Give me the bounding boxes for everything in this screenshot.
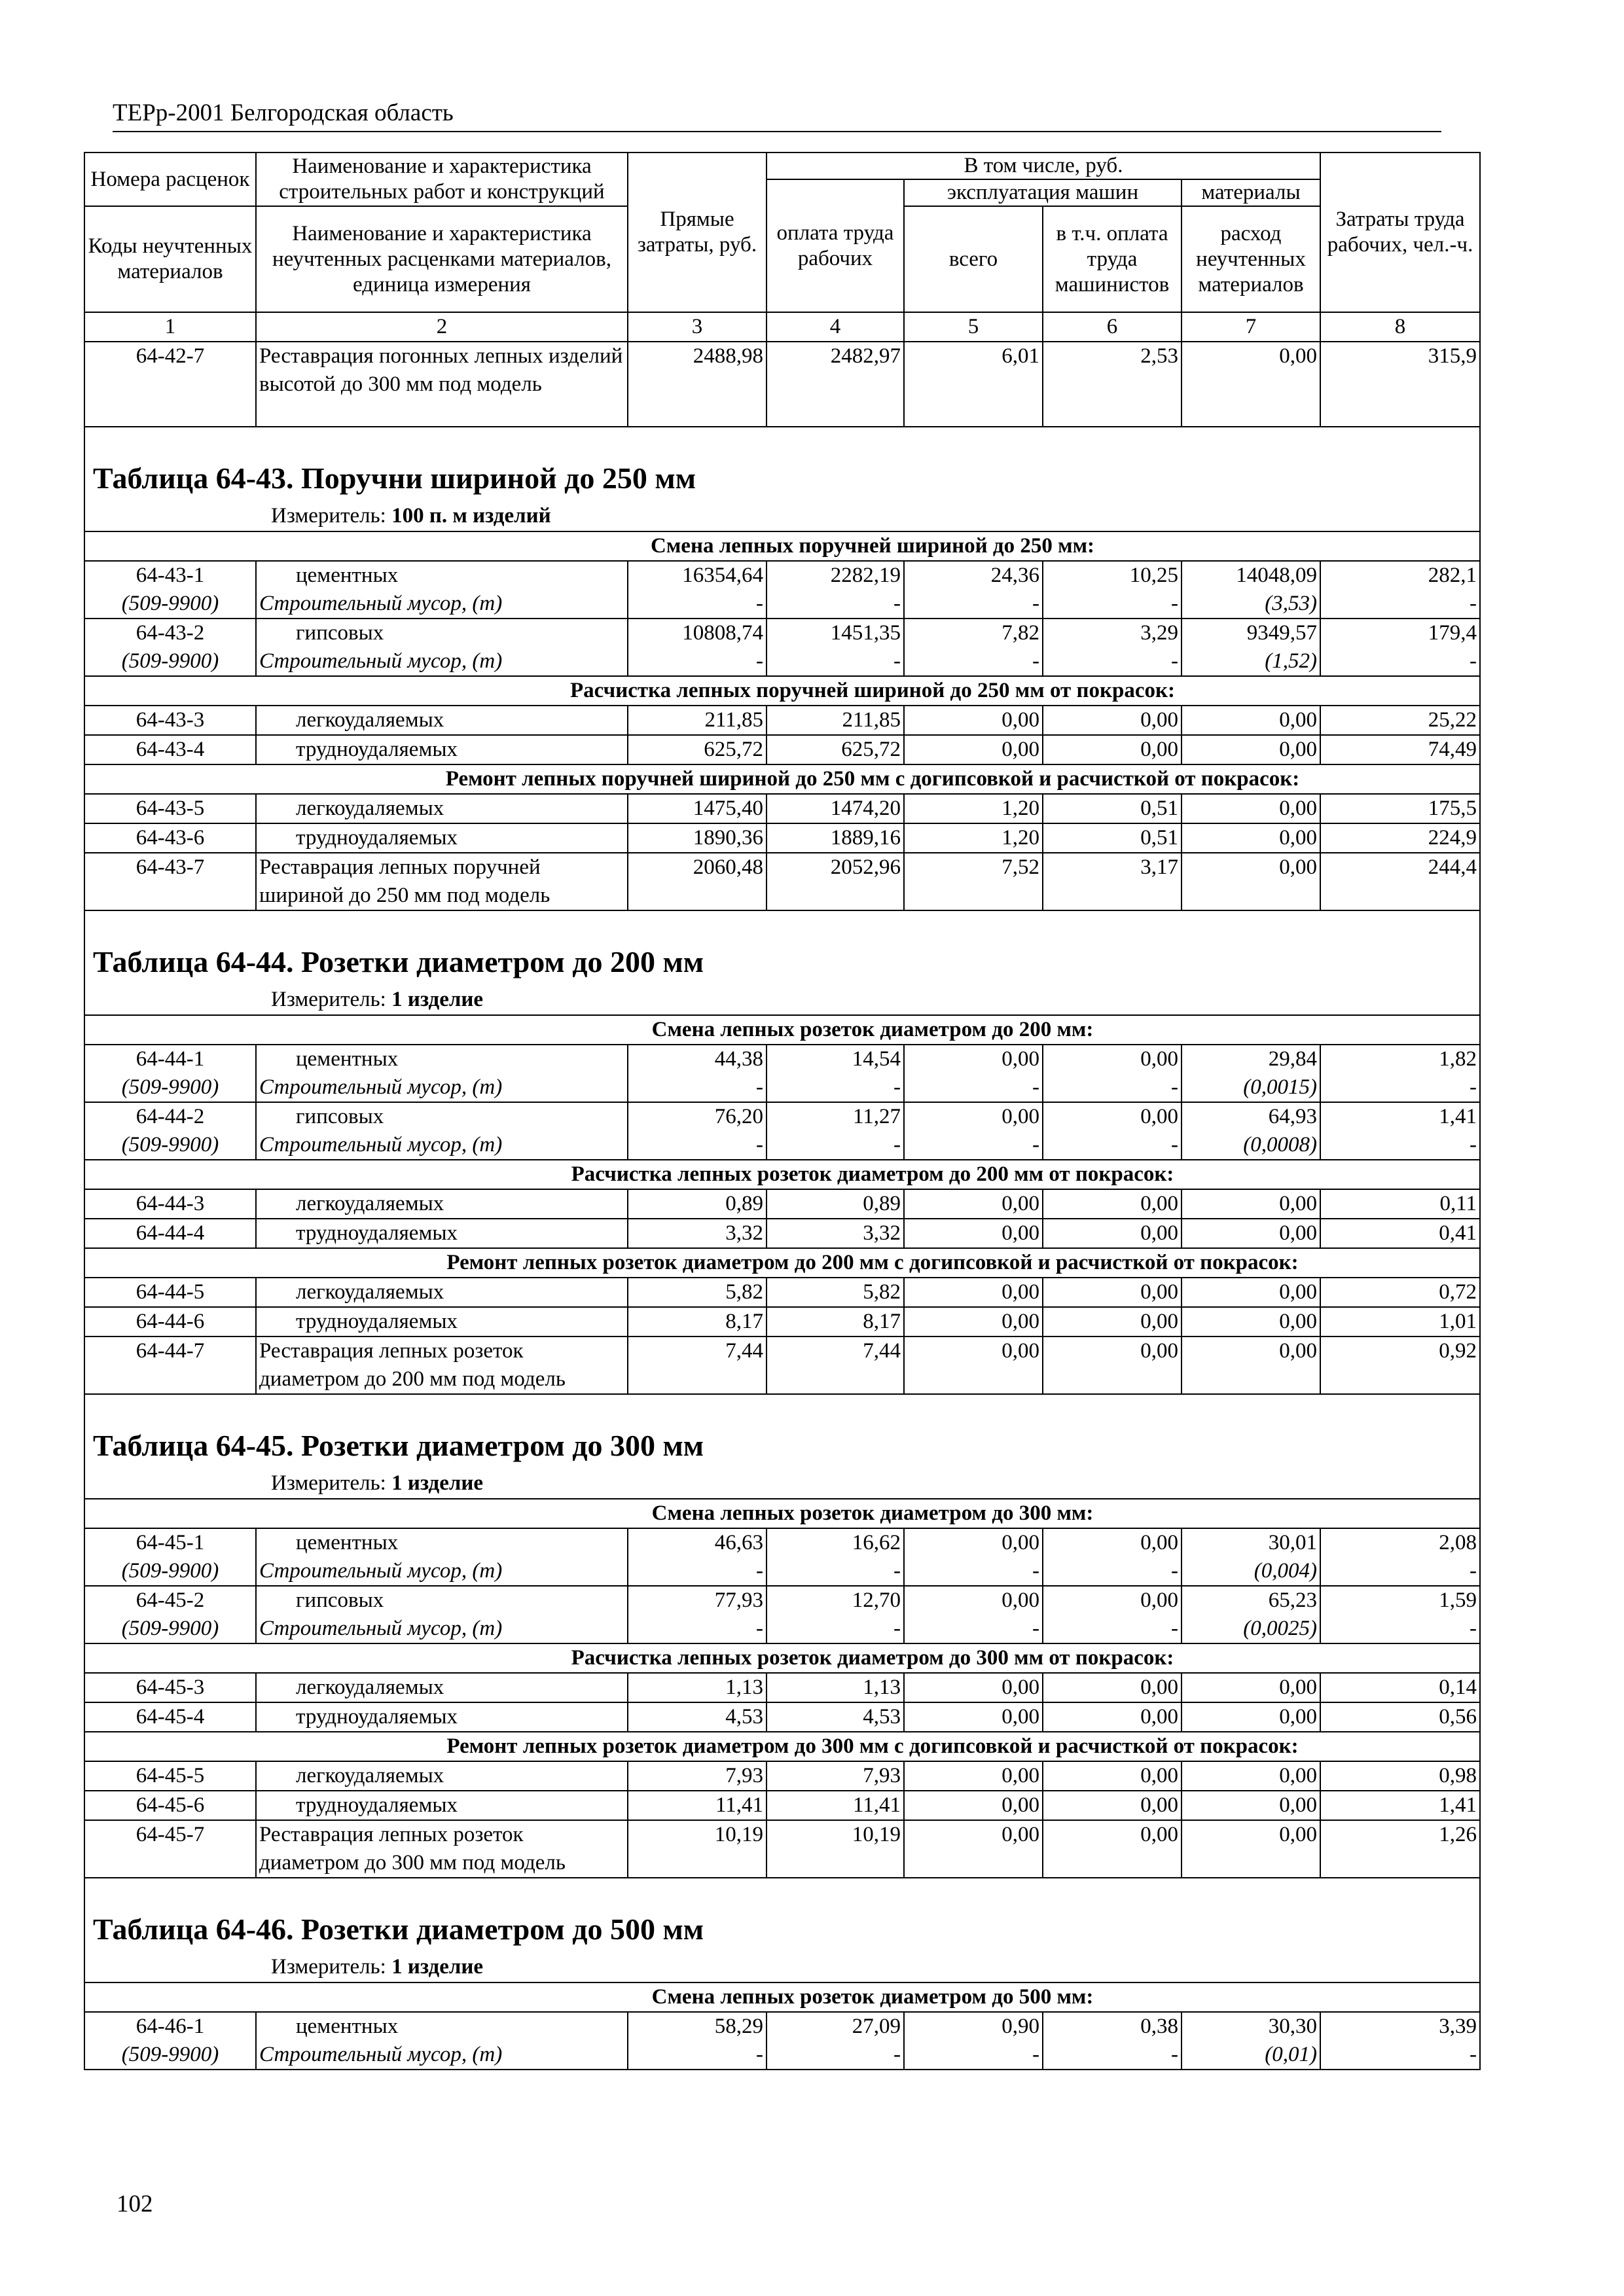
materials-value: 65,23 bbox=[1182, 1586, 1320, 1615]
machines-total: 0,00 bbox=[904, 1307, 1043, 1336]
materials-value: 0,00 bbox=[1182, 1820, 1320, 1878]
direct-cost: 7,44 bbox=[628, 1336, 767, 1394]
materials-value: 0,00 bbox=[1182, 1278, 1320, 1307]
machines-total: 0,00 bbox=[904, 1528, 1043, 1557]
labor-pay: - bbox=[767, 1073, 904, 1102]
materials-value: 0,00 bbox=[1182, 735, 1320, 764]
machinists-pay: 0,00 bbox=[1043, 1791, 1182, 1820]
labor-hours: 3,39 bbox=[1320, 2012, 1480, 2041]
rate-name: цементных bbox=[256, 561, 628, 590]
direct-cost: 11,41 bbox=[628, 1791, 767, 1820]
materials-value: (0,004) bbox=[1182, 1557, 1320, 1586]
table-64-43 bbox=[84, 427, 1480, 910]
machinists-pay: - bbox=[1043, 1073, 1182, 1102]
labor-pay: 1474,20 bbox=[767, 794, 904, 823]
machinists-pay: 0,51 bbox=[1043, 823, 1182, 853]
labor-hours: 244,4 bbox=[1320, 853, 1480, 910]
table-row bbox=[84, 342, 1480, 427]
machines-total: 0,00 bbox=[904, 1673, 1043, 1702]
materials-value: (0,0015) bbox=[1182, 1073, 1320, 1102]
machinists-pay: - bbox=[1043, 1615, 1182, 1643]
direct-cost: 16354,64 bbox=[628, 561, 767, 590]
rate-code: 64-44-5 bbox=[84, 1278, 256, 1307]
materials-value: (0,01) bbox=[1182, 2041, 1320, 2070]
labor-hours: - bbox=[1320, 590, 1480, 619]
labor-pay: 16,62 bbox=[767, 1528, 904, 1557]
labor-pay: 11,27 bbox=[767, 1102, 904, 1131]
labor-pay: 11,41 bbox=[767, 1791, 904, 1820]
direct-cost: 7,93 bbox=[628, 1761, 767, 1791]
labor-pay: 12,70 bbox=[767, 1586, 904, 1615]
rate-code: 64-44-1 bbox=[84, 1045, 256, 1073]
rate-code: 64-44-3 bbox=[84, 1189, 256, 1219]
column-numbers-row bbox=[84, 312, 1480, 342]
labor-pay: 1451,35 bbox=[767, 619, 904, 647]
material-code: (509-9900) bbox=[84, 1131, 256, 1160]
rate-name: Реставрация лепных поручней шириной до 250 мм под модель bbox=[256, 853, 628, 910]
machinists-pay: 0,00 bbox=[1043, 1278, 1182, 1307]
machines-total: - bbox=[904, 647, 1043, 676]
materials-value: 0,00 bbox=[1182, 1673, 1320, 1702]
machinists-pay: 0,00 bbox=[1043, 706, 1182, 735]
labor-pay: - bbox=[767, 1131, 904, 1160]
section-heading: Смена лепных поручней шириной до 250 мм: bbox=[84, 531, 1480, 561]
rate-name: гипсовых bbox=[256, 1586, 628, 1615]
rate-code: 64-44-7 bbox=[84, 1336, 256, 1394]
measure-line bbox=[84, 1952, 1480, 1982]
machinists-pay: 0,00 bbox=[1043, 1820, 1182, 1878]
labor-hours: - bbox=[1320, 1557, 1480, 1586]
labor-pay: 5,82 bbox=[767, 1278, 904, 1307]
rate-code: 64-45-3 bbox=[84, 1673, 256, 1702]
col3-header: Прямые затраты, руб. bbox=[628, 152, 767, 312]
direct-cost: - bbox=[628, 590, 767, 619]
material-code: (509-9900) bbox=[84, 1073, 256, 1102]
rate-code: 64-44-4 bbox=[84, 1219, 256, 1248]
labor-hours: 1,41 bbox=[1320, 1791, 1480, 1820]
materials-value: 0,00 bbox=[1182, 853, 1320, 910]
direct-cost: 2488,98 bbox=[628, 342, 767, 427]
direct-cost: 3,32 bbox=[628, 1219, 767, 1248]
labor-pay: - bbox=[767, 590, 904, 619]
table-title: Таблица 64-44. Розетки диаметром до 200 мм bbox=[84, 910, 1480, 984]
section-heading: Ремонт лепных поручней шириной до 250 мм с догипсовкой и расчисткой от покрасок: bbox=[84, 764, 1480, 794]
section-heading: Расчистка лепных розеток диаметром до 200 мм от покрасок: bbox=[84, 1160, 1480, 1189]
labor-pay: - bbox=[767, 1615, 904, 1643]
materials-value: 0,00 bbox=[1182, 1791, 1320, 1820]
machinists-pay: 0,00 bbox=[1043, 1102, 1182, 1131]
machines-total: 24,36 bbox=[904, 561, 1043, 590]
machines-total: 1,20 bbox=[904, 794, 1043, 823]
labor-hours: - bbox=[1320, 1131, 1480, 1160]
labor-hours: 0,98 bbox=[1320, 1761, 1480, 1791]
material-code: (509-9900) bbox=[84, 1615, 256, 1643]
table-title: Таблица 64-43. Поручни шириной до 250 мм bbox=[84, 427, 1480, 501]
labor-hours: 1,59 bbox=[1320, 1586, 1480, 1615]
rate-name: трудноудаляемых bbox=[256, 1307, 628, 1336]
machines-total: - bbox=[904, 2041, 1043, 2070]
labor-hours: 0,14 bbox=[1320, 1673, 1480, 1702]
section-heading: Смена лепных розеток диаметром до 300 мм: bbox=[84, 1499, 1480, 1528]
labor-pay: 8,17 bbox=[767, 1307, 904, 1336]
table-64-45 bbox=[84, 1394, 1480, 1878]
labor-hours: - bbox=[1320, 2041, 1480, 2070]
machinists-pay: 0,00 bbox=[1043, 1189, 1182, 1219]
material-name: Строительный мусор, (т) bbox=[256, 590, 628, 619]
direct-cost: 1890,36 bbox=[628, 823, 767, 853]
material-name: Строительный мусор, (т) bbox=[256, 647, 628, 676]
machines-total: 0,00 bbox=[904, 1336, 1043, 1394]
direct-cost: 46,63 bbox=[628, 1528, 767, 1557]
rate-name: легкоудаляемых bbox=[256, 706, 628, 735]
machines-total: 0,00 bbox=[904, 1219, 1043, 1248]
machines-total: 0,00 bbox=[904, 1189, 1043, 1219]
col-number: 3 bbox=[628, 312, 767, 342]
machinists-pay: 0,00 bbox=[1043, 735, 1182, 764]
labor-pay: 0,89 bbox=[767, 1189, 904, 1219]
machines-total: 0,00 bbox=[904, 706, 1043, 735]
col8-header: Затраты труда рабочих, чел.-ч. bbox=[1320, 152, 1480, 312]
machines-total: - bbox=[904, 1073, 1043, 1102]
labor-pay: 211,85 bbox=[767, 706, 904, 735]
materials-value: 0,00 bbox=[1182, 1219, 1320, 1248]
materials-value: 0,00 bbox=[1182, 794, 1320, 823]
machinists-pay: 0,00 bbox=[1043, 1045, 1182, 1073]
section-heading: Смена лепных розеток диаметром до 500 мм: bbox=[84, 1982, 1480, 2012]
machinists-pay: 3,17 bbox=[1043, 853, 1182, 910]
rates-table bbox=[84, 152, 1481, 2070]
materials-value: 0,00 bbox=[1182, 706, 1320, 735]
labor-pay: 1889,16 bbox=[767, 823, 904, 853]
rate-code: 64-45-2 bbox=[84, 1586, 256, 1615]
direct-cost: 44,38 bbox=[628, 1045, 767, 1073]
labor-hours: - bbox=[1320, 647, 1480, 676]
labor-pay: 27,09 bbox=[767, 2012, 904, 2041]
labor-pay: - bbox=[767, 647, 904, 676]
rate-name: цементных bbox=[256, 2012, 628, 2041]
direct-cost: 1475,40 bbox=[628, 794, 767, 823]
col1-bottom-header: Коды неучтенных материалов bbox=[84, 206, 256, 312]
labor-pay: - bbox=[767, 1557, 904, 1586]
material-code: (509-9900) bbox=[84, 1557, 256, 1586]
materials-value: 0,00 bbox=[1182, 1189, 1320, 1219]
labor-hours: 0,72 bbox=[1320, 1278, 1480, 1307]
machines-total: 0,00 bbox=[904, 1791, 1043, 1820]
including-header: В том числе, руб. bbox=[767, 152, 1320, 179]
materials-value: 0,00 bbox=[1182, 1761, 1320, 1791]
machines-total: 0,00 bbox=[904, 1761, 1043, 1791]
section-heading: Ремонт лепных розеток диаметром до 200 мм с догипсовкой и расчисткой от покрасок: bbox=[84, 1248, 1480, 1278]
col-number: 8 bbox=[1320, 312, 1480, 342]
col-number: 6 bbox=[1043, 312, 1182, 342]
machinists-pay: 0,00 bbox=[1043, 1761, 1182, 1791]
materials-value: 30,01 bbox=[1182, 1528, 1320, 1557]
measure-label: Измеритель: bbox=[271, 1955, 386, 1979]
measure-line bbox=[84, 984, 1480, 1015]
direct-cost: 2060,48 bbox=[628, 853, 767, 910]
machinists-pay: 10,25 bbox=[1043, 561, 1182, 590]
machines-total: 1,20 bbox=[904, 823, 1043, 853]
section-heading: Ремонт лепных розеток диаметром до 300 мм с догипсовкой и расчисткой от покрасок: bbox=[84, 1732, 1480, 1761]
materials-value: 64,93 bbox=[1182, 1102, 1320, 1131]
measure-line bbox=[84, 1468, 1480, 1499]
material-name: Строительный мусор, (т) bbox=[256, 1131, 628, 1160]
machines-total: 7,82 bbox=[904, 619, 1043, 647]
rate-code: 64-43-4 bbox=[84, 735, 256, 764]
machines-total: 7,52 bbox=[904, 853, 1043, 910]
direct-cost: 58,29 bbox=[628, 2012, 767, 2041]
measure-label: Измеритель: bbox=[271, 504, 386, 528]
machines-total: 0,00 bbox=[904, 1820, 1043, 1878]
labor-pay: 4,53 bbox=[767, 1702, 904, 1732]
machinists-pay: 0,00 bbox=[1043, 1673, 1182, 1702]
rate-code: 64-43-6 bbox=[84, 823, 256, 853]
col4-header: оплата труда рабочих bbox=[767, 179, 904, 312]
rate-name: трудноудаляемых bbox=[256, 1702, 628, 1732]
labor-pay: 7,93 bbox=[767, 1761, 904, 1791]
material-name: Строительный мусор, (т) bbox=[256, 2041, 628, 2070]
measure-line bbox=[84, 501, 1480, 531]
col7-header: расход неучтенных материалов bbox=[1182, 206, 1320, 312]
labor-hours: 1,26 bbox=[1320, 1820, 1480, 1878]
machinists-pay: 0,00 bbox=[1043, 1528, 1182, 1557]
direct-cost: - bbox=[628, 1073, 767, 1102]
col5-header: всего bbox=[904, 206, 1043, 312]
material-code: (509-9900) bbox=[84, 647, 256, 676]
labor-hours: 315,9 bbox=[1320, 342, 1480, 427]
rate-name: легкоудаляемых bbox=[256, 1673, 628, 1702]
machinists-pay: 0,00 bbox=[1043, 1336, 1182, 1394]
labor-hours: 74,49 bbox=[1320, 735, 1480, 764]
rate-code: 64-44-2 bbox=[84, 1102, 256, 1131]
rate-name: легкоудаляемых bbox=[256, 1761, 628, 1791]
section-heading: Расчистка лепных розеток диаметром до 300 мм от покрасок: bbox=[84, 1643, 1480, 1673]
col-number: 4 bbox=[767, 312, 904, 342]
materials-value: 9349,57 bbox=[1182, 619, 1320, 647]
page-number: 102 bbox=[117, 2191, 153, 2217]
rate-code: 64-43-5 bbox=[84, 794, 256, 823]
direct-cost: - bbox=[628, 1131, 767, 1160]
labor-hours: 1,41 bbox=[1320, 1102, 1480, 1131]
materials-value: 0,00 bbox=[1182, 342, 1320, 427]
col-number: 7 bbox=[1182, 312, 1320, 342]
machines-total: 0,00 bbox=[904, 1702, 1043, 1732]
rate-name: цементных bbox=[256, 1045, 628, 1073]
rate-code: 64-45-5 bbox=[84, 1761, 256, 1791]
materials-value: (3,53) bbox=[1182, 590, 1320, 619]
labor-hours: 175,5 bbox=[1320, 794, 1480, 823]
labor-hours: 1,82 bbox=[1320, 1045, 1480, 1073]
rate-name: гипсовых bbox=[256, 619, 628, 647]
machines-header: эксплуатация машин bbox=[904, 179, 1182, 206]
machinists-pay: 3,29 bbox=[1043, 619, 1182, 647]
materials-value: 0,00 bbox=[1182, 823, 1320, 853]
machinists-pay: - bbox=[1043, 1131, 1182, 1160]
direct-cost: - bbox=[628, 647, 767, 676]
labor-hours: 179,4 bbox=[1320, 619, 1480, 647]
materials-value: (0,0008) bbox=[1182, 1131, 1320, 1160]
labor-hours: 0,92 bbox=[1320, 1336, 1480, 1394]
rate-code: 64-45-1 bbox=[84, 1528, 256, 1557]
table-title: Таблица 64-45. Розетки диаметром до 300 мм bbox=[84, 1394, 1480, 1468]
labor-hours: - bbox=[1320, 1615, 1480, 1643]
direct-cost: 5,82 bbox=[628, 1278, 767, 1307]
rate-name: легкоудаляемых bbox=[256, 1189, 628, 1219]
direct-cost: - bbox=[628, 1557, 767, 1586]
rate-code: 64-43-2 bbox=[84, 619, 256, 647]
rate-code: 64-43-3 bbox=[84, 706, 256, 735]
table-64-44 bbox=[84, 910, 1480, 1394]
machinists-pay: 0,00 bbox=[1043, 1586, 1182, 1615]
labor-hours: 1,01 bbox=[1320, 1307, 1480, 1336]
table-title: Таблица 64-46. Розетки диаметром до 500 мм bbox=[84, 1878, 1480, 1952]
direct-cost: 625,72 bbox=[628, 735, 767, 764]
rate-code: 64-45-6 bbox=[84, 1791, 256, 1820]
col2-top-header: Наименование и характеристика строительных работ и конструкций bbox=[256, 152, 628, 206]
col-number: 1 bbox=[84, 312, 256, 342]
labor-hours: 0,56 bbox=[1320, 1702, 1480, 1732]
materials-value: 29,84 bbox=[1182, 1045, 1320, 1073]
materials-value: (0,0025) bbox=[1182, 1615, 1320, 1643]
measure-value: 1 изделие bbox=[391, 988, 484, 1011]
materials-value: (1,52) bbox=[1182, 647, 1320, 676]
rate-code: 64-45-4 bbox=[84, 1702, 256, 1732]
col6-header: в т.ч. оплата труда машинистов bbox=[1043, 206, 1182, 312]
machinists-pay: - bbox=[1043, 2041, 1182, 2070]
material-code: (509-9900) bbox=[84, 590, 256, 619]
labor-hours: 25,22 bbox=[1320, 706, 1480, 735]
col-number: 5 bbox=[904, 312, 1043, 342]
direct-cost: 211,85 bbox=[628, 706, 767, 735]
material-name: Строительный мусор, (т) bbox=[256, 1615, 628, 1643]
machines-total: - bbox=[904, 1615, 1043, 1643]
measure-value: 1 изделие bbox=[391, 1955, 484, 1979]
rate-name: легкоудаляемых bbox=[256, 794, 628, 823]
labor-pay: - bbox=[767, 2041, 904, 2070]
rate-code: 64-42-7 bbox=[84, 342, 256, 427]
direct-cost: - bbox=[628, 1615, 767, 1643]
section-heading: Расчистка лепных поручней шириной до 250 мм от покрасок: bbox=[84, 676, 1480, 706]
materials-value: 0,00 bbox=[1182, 1702, 1320, 1732]
labor-hours: - bbox=[1320, 1073, 1480, 1102]
rate-name: Реставрация погонных лепных изделий высотой до 300 мм под модель bbox=[256, 342, 628, 427]
machines-total: - bbox=[904, 1557, 1043, 1586]
labor-pay: 1,13 bbox=[767, 1673, 904, 1702]
direct-cost: 76,20 bbox=[628, 1102, 767, 1131]
measure-label: Измеритель: bbox=[271, 988, 386, 1011]
rate-name: Реставрация лепных розеток диаметром до 200 мм под модель bbox=[256, 1336, 628, 1394]
material-name: Строительный мусор, (т) bbox=[256, 1557, 628, 1586]
machinists-pay: - bbox=[1043, 590, 1182, 619]
labor-hours: 224,9 bbox=[1320, 823, 1480, 853]
materials-value: 0,00 bbox=[1182, 1336, 1320, 1394]
machinists-pay: 0,00 bbox=[1043, 1702, 1182, 1732]
direct-cost: 4,53 bbox=[628, 1702, 767, 1732]
rate-name: трудноудаляемых bbox=[256, 1791, 628, 1820]
machines-total: - bbox=[904, 1131, 1043, 1160]
machinists-pay: - bbox=[1043, 647, 1182, 676]
machines-total: 0,00 bbox=[904, 735, 1043, 764]
materials-value: 14048,09 bbox=[1182, 561, 1320, 590]
labor-pay: 2482,97 bbox=[767, 342, 904, 427]
rate-code: 64-43-7 bbox=[84, 853, 256, 910]
rate-name: гипсовых bbox=[256, 1102, 628, 1131]
direct-cost: 1,13 bbox=[628, 1673, 767, 1702]
machines-total: 0,00 bbox=[904, 1102, 1043, 1131]
direct-cost: 10808,74 bbox=[628, 619, 767, 647]
labor-pay: 14,54 bbox=[767, 1045, 904, 1073]
labor-pay: 2282,19 bbox=[767, 561, 904, 590]
rate-name: трудноудаляемых bbox=[256, 823, 628, 853]
measure-label: Измеритель: bbox=[271, 1471, 386, 1495]
col1-top-header: Номера расценок bbox=[84, 152, 256, 206]
materials-value: 0,00 bbox=[1182, 1307, 1320, 1336]
direct-cost: - bbox=[628, 2041, 767, 2070]
page-header: ТЕРр-2001 Белгородская область bbox=[113, 97, 1441, 132]
table-64-46 bbox=[84, 1878, 1480, 2070]
machinists-pay: 0,00 bbox=[1043, 1219, 1182, 1248]
rate-code: 64-46-1 bbox=[84, 2012, 256, 2041]
machinists-pay: 0,51 bbox=[1043, 794, 1182, 823]
labor-hours: 282,1 bbox=[1320, 561, 1480, 590]
machinists-pay: 2,53 bbox=[1043, 342, 1182, 427]
rate-name: трудноудаляемых bbox=[256, 1219, 628, 1248]
labor-pay: 625,72 bbox=[767, 735, 904, 764]
direct-cost: 8,17 bbox=[628, 1307, 767, 1336]
rate-code: 64-43-1 bbox=[84, 561, 256, 590]
labor-pay: 7,44 bbox=[767, 1336, 904, 1394]
labor-pay: 10,19 bbox=[767, 1820, 904, 1878]
rate-code: 64-45-7 bbox=[84, 1820, 256, 1878]
rate-name: легкоудаляемых bbox=[256, 1278, 628, 1307]
materials-header: материалы bbox=[1182, 179, 1320, 206]
direct-cost: 0,89 bbox=[628, 1189, 767, 1219]
machines-total: 0,00 bbox=[904, 1278, 1043, 1307]
rate-name: цементных bbox=[256, 1528, 628, 1557]
labor-hours: 2,08 bbox=[1320, 1528, 1480, 1557]
material-code: (509-9900) bbox=[84, 2041, 256, 2070]
rate-name: Реставрация лепных розеток диаметром до 300 мм под модель bbox=[256, 1820, 628, 1878]
labor-hours: 0,41 bbox=[1320, 1219, 1480, 1248]
labor-pay: 2052,96 bbox=[767, 853, 904, 910]
material-name: Строительный мусор, (т) bbox=[256, 1073, 628, 1102]
machines-total: 0,00 bbox=[904, 1586, 1043, 1615]
labor-pay: 3,32 bbox=[767, 1219, 904, 1248]
machines-total: 0,00 bbox=[904, 1045, 1043, 1073]
measure-value: 1 изделие bbox=[391, 1471, 484, 1495]
direct-cost: 10,19 bbox=[628, 1820, 767, 1878]
machinists-pay: 0,38 bbox=[1043, 2012, 1182, 2041]
col2-bottom-header: Наименование и характеристика неучтенных расценками материалов, единица измерения bbox=[256, 206, 628, 312]
measure-value: 100 п. м изделий bbox=[391, 504, 551, 528]
direct-cost: 77,93 bbox=[628, 1586, 767, 1615]
machines-total: - bbox=[904, 590, 1043, 619]
section-heading: Смена лепных розеток диаметром до 200 мм: bbox=[84, 1015, 1480, 1045]
materials-value: 30,30 bbox=[1182, 2012, 1320, 2041]
rate-name: трудноудаляемых bbox=[256, 735, 628, 764]
machines-total: 6,01 bbox=[904, 342, 1043, 427]
machinists-pay: 0,00 bbox=[1043, 1307, 1182, 1336]
table-header bbox=[84, 152, 1480, 427]
machines-total: 0,90 bbox=[904, 2012, 1043, 2041]
labor-hours: 0,11 bbox=[1320, 1189, 1480, 1219]
col-number: 2 bbox=[256, 312, 628, 342]
rate-code: 64-44-6 bbox=[84, 1307, 256, 1336]
machinists-pay: - bbox=[1043, 1557, 1182, 1586]
